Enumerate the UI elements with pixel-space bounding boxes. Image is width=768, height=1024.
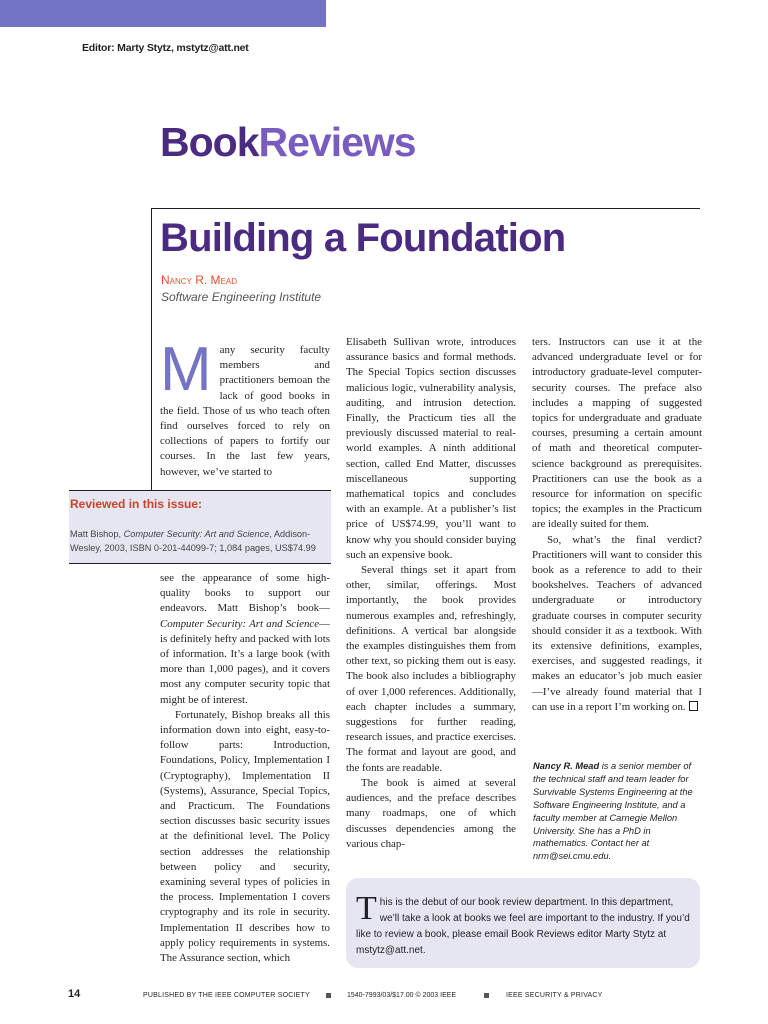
article-author: Nancy R. Mead xyxy=(161,273,238,287)
department-title-book: Book xyxy=(160,119,259,165)
notice-drop-cap: T xyxy=(356,890,377,927)
footer-isbn: 1540-7993/03/$17.00 © 2003 IEEE xyxy=(347,992,457,999)
footer-magazine: IEEE SECURITY & PRIVACY xyxy=(506,992,603,999)
title-rule-horizontal xyxy=(151,208,700,209)
department-title xyxy=(160,119,416,165)
article-affiliation: Software Engineering Institute xyxy=(161,290,322,304)
book-title-inline: Computer Security: Art and Science xyxy=(160,617,320,630)
paragraph: Elisabeth Sullivan wrote, introduces assurance basics and formal methods. The Special Topics section discusses malicious logic, vulnerability analysis, auditing, and intrusion detection. Finally, the Practicum ties all the previously discussed material to real-world examples. A ninth additional section, called End Matter, discusses miscellaneous supporting mathematical topics and concludes with an example. At a publisher’s list price of US$74.99, you’ll want to know why you should consider buying such an expensive book. xyxy=(346,336,516,561)
author-bio xyxy=(533,760,703,863)
column-1-intro xyxy=(160,335,330,480)
paragraph: Fortunately, Bishop breaks all this information down into eight, easy-to-follow parts: Introduction, Foundations, Policy, Implementation I (Cryptography), Implementation II (Systems), Assurance, Special Topics, and Practicum. The Foundations section discusses basic security issues at the definitional level. The Policy section addresses the relationship between policy and security, examining several types of policies in the process. Implementation I covers cryptography and its role in security. Implementation II describes how to apply policy requirements in systems. The Assurance section, which xyxy=(160,708,330,965)
drop-cap: M xyxy=(160,335,212,404)
title-rule-vertical xyxy=(151,208,152,493)
footer-separator-icon xyxy=(484,993,489,998)
department-title-reviews: Reviews xyxy=(258,119,416,165)
column-3 xyxy=(532,335,702,715)
reviewed-book-author: Matt Bishop, xyxy=(70,529,124,539)
department-notice-text: This is the debut of our book review department. In this department, we’ll take a look at books we feel are important to the industry. If you’d like to review a book, please email Book Reviews editor Marty Stytz at mstytz@att.net. xyxy=(356,890,690,956)
page-number: 14 xyxy=(68,988,81,1000)
paragraph: The book is aimed at several audiences, and the preface describes many roadmaps, one of which discusses dependencies among the various chap- xyxy=(346,776,516,850)
editor-credit: Editor: Marty Stytz, mstytz@att.net xyxy=(82,42,249,54)
end-of-article-icon xyxy=(689,701,698,711)
reviewed-book-details: , Addison-Wesley, 2003, ISBN 0-201-44099-7; 1,084 pages, US$74.99 xyxy=(70,529,316,553)
footer-separator-icon xyxy=(326,993,331,998)
article-title: Building a Foundation xyxy=(160,216,566,260)
intro-text: any security faculty members and practitioners bemoan the lack of good books in the field. Those of us who teach often find ourselves forced to rely on collections of papers to fortify our courses. In the last few years, however, we’ve started to xyxy=(160,344,330,478)
header-color-band xyxy=(0,0,326,27)
reviewed-book-citation xyxy=(70,527,328,555)
paragraph: So, what’s the final verdict? Practitioners will want to consider this book as a reference to add to their bookshelves. Teachers of advanced undergraduate or introductory graduate courses in computer security should consider it as a textbook. With its extensive definitions, examples, exercises, and suggested readings, it makes an educator’s job much easier—I’ve already found material that I can use in a report I’m working on. xyxy=(532,533,702,713)
footer-publisher: PUBLISHED BY THE IEEE COMPUTER SOCIETY xyxy=(143,992,310,999)
paragraph: Several things set it apart from other, similar, offerings. Most importantly, the book provides numerous examples and, refreshingly, definitions. A vertical bar alongside the examples distinguishes them from other text, so picking them out is easy. The book also includes a bibliography of over 1,000 references. Additionally, each chapter includes a summary, suggestions for further reading, research issues, and practice exercises. The format and layout are good, and the fonts are readable. xyxy=(346,564,516,774)
paragraph: see the appearance of some high-quality books to support our endeavors. Matt Bishop’s book—Computer Security: Art and Science—is definitely hefty and packed with lots of information. It’s a large book (with more than 1,000 pages), and it covers most any computer security topic that might be of interest. xyxy=(160,572,330,706)
reviewed-book-title: Computer Security: Art and Science xyxy=(123,529,270,539)
reviewed-heading: Reviewed in this issue: xyxy=(70,497,203,511)
paragraph: ters. Instructors can use it at the advanced undergraduate level or for introductory graduate-level computer-security courses. The preface also includes a mapping of suggested topics for undergraduate and graduate courses, presuming a certain amount of math and theoretical computer-science background as prerequisites. Practitioners can use the book as a resource for information on specific topics; the examples in the Practicum are ideally suited for them. xyxy=(532,336,702,531)
column-1-continued xyxy=(160,571,330,971)
column-2 xyxy=(346,335,516,852)
bio-name: Nancy R. Mead xyxy=(533,761,600,771)
bio-text: is a senior member of the technical staff and team leader for Survivable Systems Engineering at the Software Engineering Institute, and a faculty member at Carnegie Mellon University. She has a PhD in mathematics. Contact her at nrm@sei.cmu.edu. xyxy=(533,761,693,862)
